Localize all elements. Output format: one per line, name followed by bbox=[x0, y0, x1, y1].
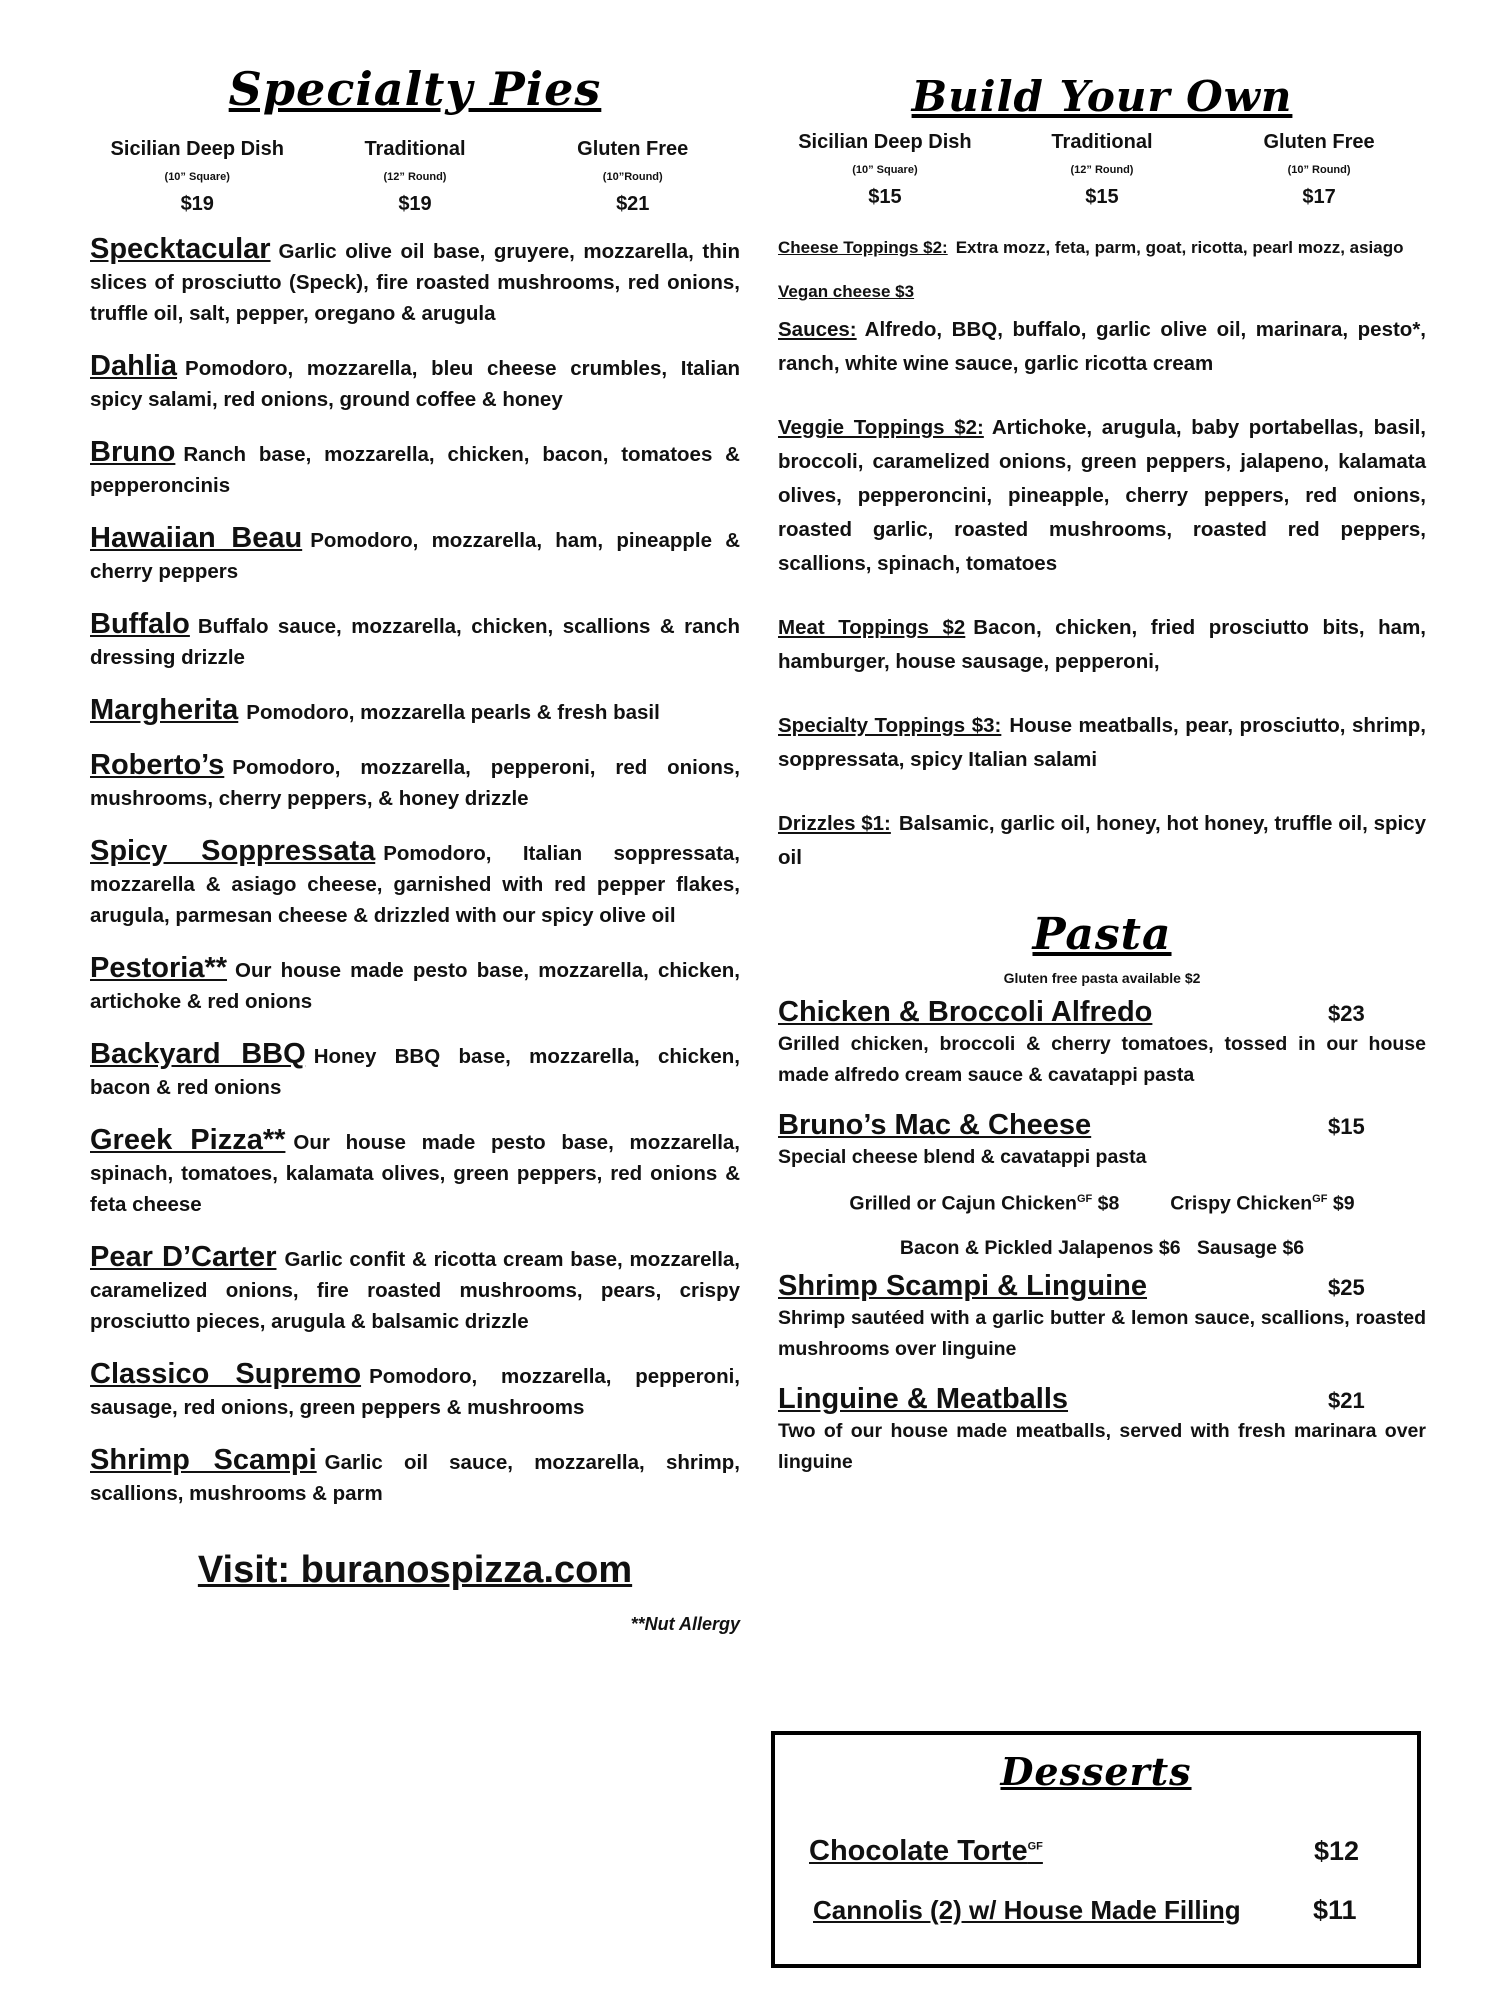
pie-name: Spicy Soppressata bbox=[90, 835, 376, 867]
section-label: Vegan cheese $3 bbox=[778, 282, 915, 301]
pasta-item bbox=[778, 1383, 1426, 1478]
dessert-price: $11 bbox=[1313, 1895, 1357, 1925]
pie-desc: Buffalo sauce, mozzarella, chicken, scallions & ranch dressing drizzle bbox=[90, 615, 740, 669]
size-price: $15 bbox=[1085, 186, 1119, 208]
pasta-name: Shrimp Scampi & Linguine bbox=[778, 1269, 1147, 1302]
size-name: Traditional bbox=[364, 138, 466, 160]
section-text: House meatballs, pear, prosciutto, shrimp, soppressata, spicy Italian salami bbox=[778, 714, 1426, 771]
specialty-toppings bbox=[778, 709, 1426, 777]
section-label: Meat Toppings $2 bbox=[778, 616, 966, 639]
pie-name: Margherita bbox=[90, 694, 239, 726]
build-your-own-column bbox=[778, 0, 1426, 1496]
pie-item bbox=[90, 609, 740, 673]
pie-name: Classico Supremo bbox=[90, 1358, 362, 1390]
gf-tag: GF bbox=[1076, 1193, 1093, 1205]
section-text: Extra mozz, feta, parm, goat, ricotta, pearl mozz, asiago bbox=[955, 238, 1404, 257]
pie-desc: Garlic confit & ricotta cream base, mozzarella, caramelized onions, fire roasted mushrooms, pears, crispy prosciutto pieces, arugula & balsamic drizzle bbox=[90, 1248, 741, 1333]
pie-desc: Ranch base, mozzarella, chicken, bacon, tomatoes & pepperoncinis bbox=[90, 443, 740, 497]
pie-desc: Garlic olive oil base, gruyere, mozzarella, thin slices of prosciutto (Speck), fire roasted mushrooms, red onions, truffle oil, salt, pepper, oregano & arugula bbox=[90, 240, 740, 325]
pasta-item bbox=[778, 1109, 1426, 1173]
size-price: $19 bbox=[180, 193, 214, 215]
size-traditional bbox=[995, 131, 1209, 209]
size-name: Sicilian Deep Dish bbox=[110, 138, 284, 160]
size-sicilian bbox=[778, 131, 992, 209]
section-label: Drizzles $1: bbox=[778, 812, 891, 835]
size-name: Sicilian Deep Dish bbox=[798, 131, 972, 153]
size-price: $15 bbox=[868, 186, 902, 208]
pie-name: Hawaiian Beau bbox=[90, 522, 303, 554]
pie-item bbox=[90, 1125, 740, 1220]
pasta-price: $25 bbox=[1328, 1274, 1365, 1300]
size-dim: (12” Round) bbox=[383, 171, 447, 183]
veggie-toppings bbox=[778, 411, 1426, 581]
pie-item bbox=[90, 695, 740, 728]
dessert-price: $12 bbox=[1314, 1836, 1360, 1866]
pie-desc: Pomodoro, mozzarella, pepperoni, red onions, mushrooms, cherry peppers, & honey drizzle bbox=[90, 756, 740, 810]
pie-name: Backyard BBQ bbox=[90, 1038, 306, 1070]
addon-line-1 bbox=[778, 1177, 1426, 1226]
section-text: Bacon, chicken, fried prosciutto bits, ham, hamburger, house sausage, pepperoni, bbox=[778, 616, 1426, 673]
vegan-cheese bbox=[778, 279, 1426, 305]
size-gluten-free bbox=[1212, 131, 1426, 209]
mac-addons bbox=[778, 1177, 1426, 1270]
pie-item bbox=[90, 1242, 740, 1337]
pie-desc: Pomodoro, mozzarella, ham, pineapple & cherry peppers bbox=[90, 529, 740, 583]
size-dim: (12” Round) bbox=[1070, 164, 1134, 176]
section-label: Veggie Toppings $2: bbox=[778, 416, 984, 439]
size-gluten-free bbox=[526, 138, 741, 216]
pasta-price: $21 bbox=[1328, 1387, 1365, 1413]
gf-tag: GF bbox=[1027, 1840, 1043, 1853]
size-name: Traditional bbox=[1051, 131, 1153, 153]
size-price: $21 bbox=[616, 193, 650, 215]
pie-item bbox=[90, 351, 740, 415]
addon-grilled: Grilled or Cajun Chicken bbox=[849, 1192, 1077, 1215]
size-dim: (10”Round) bbox=[602, 171, 663, 183]
pie-item bbox=[90, 836, 740, 931]
pie-desc: Our house made pesto base, mozzarella, spinach, tomatoes, kalamata olives, green peppers, red onions & feta cheese bbox=[90, 1131, 740, 1216]
pasta-desc: Shrimp sautéed with a garlic butter & lemon sauce, scallions, roasted mushrooms over linguine bbox=[778, 1306, 1426, 1360]
pie-item bbox=[90, 1359, 740, 1423]
build-size-header bbox=[778, 131, 1426, 209]
cheese-toppings bbox=[778, 235, 1426, 261]
section-text: Artichoke, arugula, baby portabellas, basil, broccoli, caramelized onions, green peppers, jalapeno, kalamata olives, pepperoncini, pineapple, cherry peppers, red onions, roasted garlic, roasted mushrooms, roasted red peppers, scallions, spinach, tomatoes bbox=[778, 416, 1426, 575]
pie-item bbox=[90, 750, 740, 814]
pie-item bbox=[90, 1445, 740, 1509]
pie-desc: Pomodoro, mozzarella, bleu cheese crumbles, Italian spicy salami, red onions, ground coffee & honey bbox=[90, 357, 740, 411]
dessert-name-wrap bbox=[809, 1835, 1314, 1868]
size-price: $19 bbox=[398, 193, 432, 215]
pie-name: Dahlia bbox=[90, 350, 178, 382]
section-label: Specialty Toppings $3: bbox=[778, 714, 1002, 737]
dessert-name: Cannolis (2) w/ House Made Filling bbox=[813, 1895, 1241, 1925]
pie-name: Buffalo bbox=[90, 608, 190, 640]
pasta-item bbox=[778, 996, 1426, 1091]
section-label: Sauces: bbox=[778, 318, 857, 341]
pie-name: Pear D’Carter bbox=[90, 1241, 277, 1273]
pie-desc: Pomodoro, mozzarella pearls & fresh basil bbox=[246, 701, 660, 724]
website-link[interactable]: Visit: buranospizza.com bbox=[197, 1549, 633, 1591]
pie-name: Specktacular bbox=[90, 233, 271, 265]
pie-name: Pestoria** bbox=[90, 952, 228, 984]
pasta-price: $15 bbox=[1328, 1114, 1365, 1139]
size-price: $17 bbox=[1302, 186, 1336, 208]
pie-list bbox=[90, 234, 740, 1509]
pasta-item bbox=[778, 1270, 1426, 1365]
addon-line-2: Bacon & Pickled Jalapenos $6 Sausage $6 bbox=[899, 1236, 1305, 1259]
toppings-list bbox=[778, 235, 1426, 875]
pasta-desc: Special cheese blend & cavatappi pasta bbox=[778, 1146, 1147, 1168]
pie-desc: Garlic oil sauce, mozzarella, shrimp, scallions, mushrooms & parm bbox=[90, 1451, 740, 1505]
pie-name: Bruno bbox=[90, 436, 176, 468]
addon-grilled-price: $8 bbox=[1097, 1192, 1120, 1215]
pie-desc: Our house made pesto base, mozzarella, chicken, artichoke & red onions bbox=[90, 959, 740, 1013]
size-dim: (10” Round) bbox=[1287, 164, 1351, 176]
nut-allergy-note: **Nut Allergy bbox=[630, 1614, 740, 1634]
addon-crispy: Crispy Chicken bbox=[1170, 1192, 1313, 1215]
pie-item bbox=[90, 953, 740, 1017]
gluten-free-pasta-note: Gluten free pasta available $2 bbox=[1003, 970, 1201, 986]
size-name: Gluten Free bbox=[1263, 131, 1375, 153]
dessert-item bbox=[809, 1835, 1359, 1868]
build-your-own-title: Build Your Own bbox=[911, 72, 1293, 121]
pie-name: Greek Pizza** bbox=[90, 1124, 286, 1156]
pie-item bbox=[90, 437, 740, 501]
size-traditional bbox=[308, 138, 523, 216]
desserts-box bbox=[771, 1731, 1421, 1968]
pie-desc: Pomodoro, mozzarella, pepperoni, sausage, red onions, green peppers & mushrooms bbox=[90, 1365, 740, 1419]
desserts-title: Desserts bbox=[1000, 1749, 1192, 1794]
pie-item bbox=[90, 523, 740, 587]
drizzles bbox=[778, 807, 1426, 875]
pasta-name: Bruno’s Mac & Cheese bbox=[778, 1109, 1092, 1141]
pasta-desc: Two of our house made meatballs, served with fresh marinara over linguine bbox=[778, 1419, 1426, 1473]
size-name: Gluten Free bbox=[577, 138, 689, 160]
section-text: Balsamic, garlic oil, honey, hot honey, truffle oil, spicy oil bbox=[778, 812, 1426, 869]
pie-item bbox=[90, 1039, 740, 1103]
size-dim: (10” Square) bbox=[852, 164, 918, 176]
pasta-name: Chicken & Broccoli Alfredo bbox=[778, 996, 1153, 1028]
pie-desc: Honey BBQ base, mozzarella, chicken, bacon & red onions bbox=[90, 1045, 741, 1099]
section-label: Cheese Toppings $2: bbox=[778, 238, 948, 257]
pasta-price: $23 bbox=[1328, 1001, 1365, 1026]
size-dim: (10” Square) bbox=[164, 171, 230, 183]
specialty-size-header bbox=[90, 138, 740, 216]
pie-item bbox=[90, 234, 740, 329]
pie-name: Roberto’s bbox=[90, 749, 225, 781]
addon-crispy-price: $9 bbox=[1332, 1192, 1355, 1215]
pasta-name: Linguine & Meatballs bbox=[778, 1382, 1069, 1415]
pasta-desc: Grilled chicken, broccoli & cherry tomatoes, tossed in our house made alfredo cream sauce & cavatappi pasta bbox=[778, 1033, 1426, 1086]
dessert-name: Chocolate Torte bbox=[809, 1835, 1028, 1867]
specialty-pies-column bbox=[90, 0, 740, 1635]
size-sicilian bbox=[90, 138, 305, 216]
pasta-title: Pasta bbox=[1032, 909, 1172, 960]
gf-tag: GF bbox=[1312, 1193, 1328, 1205]
pie-name: Shrimp Scampi bbox=[90, 1444, 317, 1476]
sauces bbox=[778, 313, 1426, 381]
dessert-item bbox=[813, 1895, 1357, 1926]
pie-desc: Pomodoro, Italian soppressata, mozzarella & asiago cheese, garnished with red pepper flakes, arugula, parmesan cheese & drizzled with our spicy olive oil bbox=[90, 842, 740, 927]
meat-toppings bbox=[778, 611, 1426, 679]
specialty-pies-title: Specialty Pies bbox=[228, 62, 602, 116]
section-text: Alfredo, BBQ, buffalo, garlic olive oil, marinara, pesto*, ranch, white wine sauce, garlic ricotta cream bbox=[778, 318, 1426, 375]
